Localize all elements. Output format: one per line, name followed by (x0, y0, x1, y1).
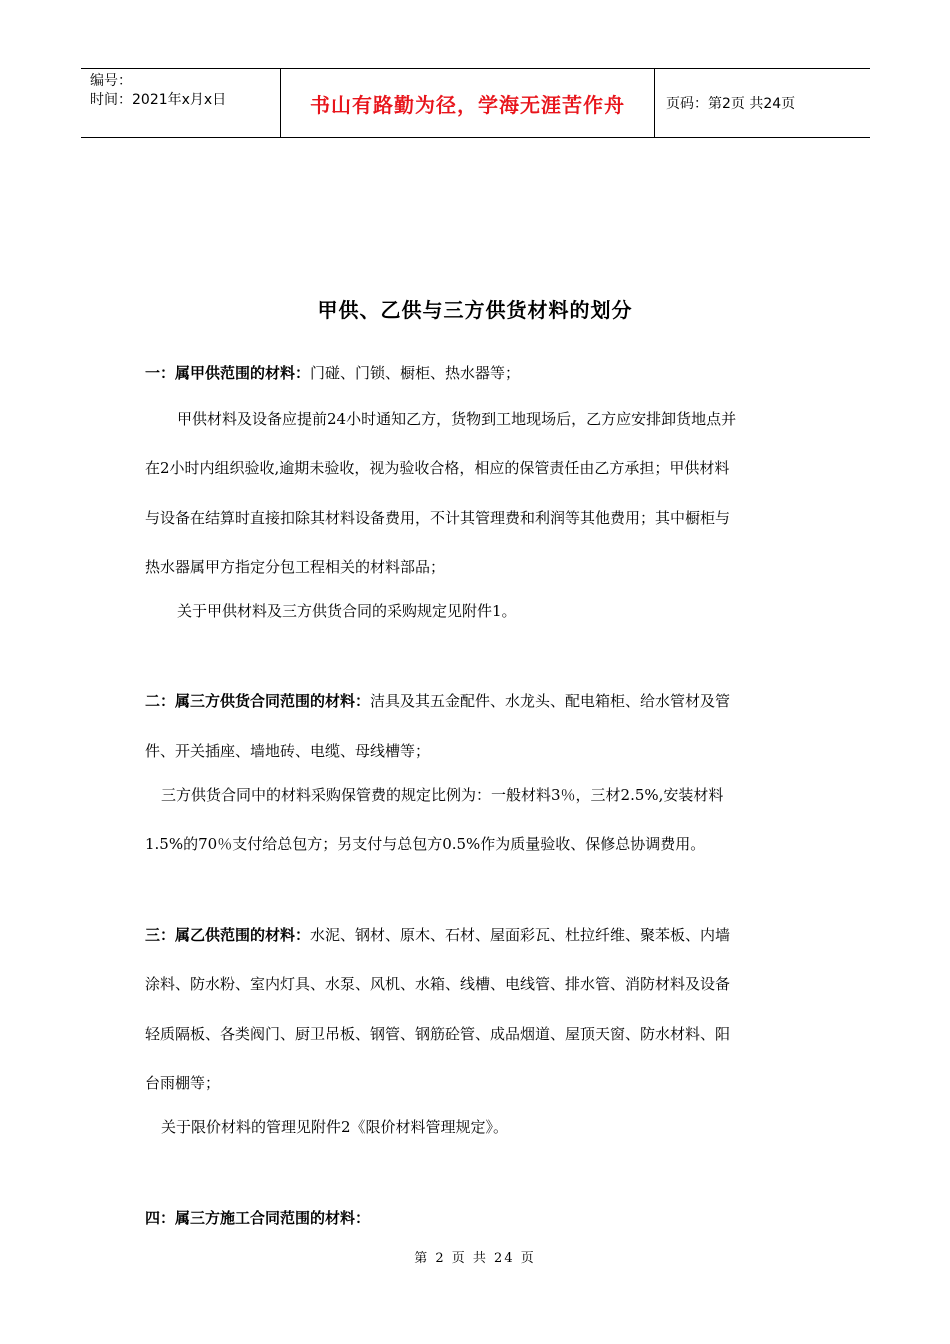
section1-line: 与设备在结算时直接扣除其材料设备费用，不计其管理费和利润等其他费用；其中橱柜与 (145, 509, 731, 527)
section1-line: 关于甲供材料及三方供货合同的采购规定见附件1。 (177, 602, 517, 620)
section1-heading (145, 362, 810, 383)
header-motto: 书山有路勤为径，学海无涯苦作舟 (281, 69, 655, 137)
header-meta (81, 69, 281, 137)
page-header (81, 68, 870, 138)
section3-line: 轻质隔板、各类阀门、厨卫吊板、钢管、钢筋砼管、成品烟道、屋顶天窗、防水材料、阳 (145, 1025, 731, 1043)
page-footer: 第 2 页 共 24 页 (414, 1251, 536, 1266)
section3-line: 关于限价材料的管理见附件2《限价材料管理规定》。 (161, 1118, 509, 1136)
section4-heading (145, 1207, 810, 1228)
section3-line: 涂料、防水粉、室内灯具、水泵、风机、水箱、线槽、电线管、排水管、消防材料及设备 (145, 975, 731, 993)
section3-line: 台雨棚等； (145, 1074, 221, 1092)
section2-label: 二：属三方供货合同范围的材料： (145, 692, 371, 710)
section2-line: 三方供货合同中的材料采购保管费的规定比例为：一般材料3％，三材2.5%,安装材料 (161, 786, 724, 804)
date-label: 时间：2021年x月x日 (90, 92, 227, 108)
section1-line: 热水器属甲方指定分包工程相关的材料部品； (145, 558, 446, 576)
header-page-info: 页码：第2页 共24页 (666, 96, 796, 112)
document-title: 甲供、乙供与三方供货材料的划分 (317, 298, 633, 322)
section3-items: 水泥、钢材、原木、石材、屋面彩瓦、杜拉纤维、聚苯板、内墙 (310, 926, 731, 944)
section2-line: 件、开关插座、墙地砖、电缆、母线槽等； (145, 742, 431, 760)
section4-label: 四：属三方施工合同范围的材料： (145, 1209, 371, 1227)
section1-line: 甲供材料及设备应提前24小时通知乙方，货物到工地现场后，乙方应安排卸货地点并 (177, 410, 737, 428)
section1-items: 门碰、门锁、橱柜、热水器等； (310, 364, 521, 382)
section2-heading (145, 690, 810, 711)
section1-line: 在2小时内组织验收,逾期未验收，视为验收合格，相应的保管责任由乙方承担；甲供材料 (145, 459, 730, 477)
number-label: 编号： (90, 73, 132, 89)
section2-items: 洁具及其五金配件、水龙头、配电箱柜、给水管材及管 (370, 692, 731, 710)
section2-line: 1.5%的70％支付给总包方；另支付与总包方0.5%作为质量验收、保修总协调费用。 (145, 835, 706, 853)
section3-label: 三：属乙供范围的材料： (145, 926, 311, 944)
section1-label: 一：属甲供范围的材料： (145, 364, 311, 382)
section3-heading (145, 924, 810, 945)
